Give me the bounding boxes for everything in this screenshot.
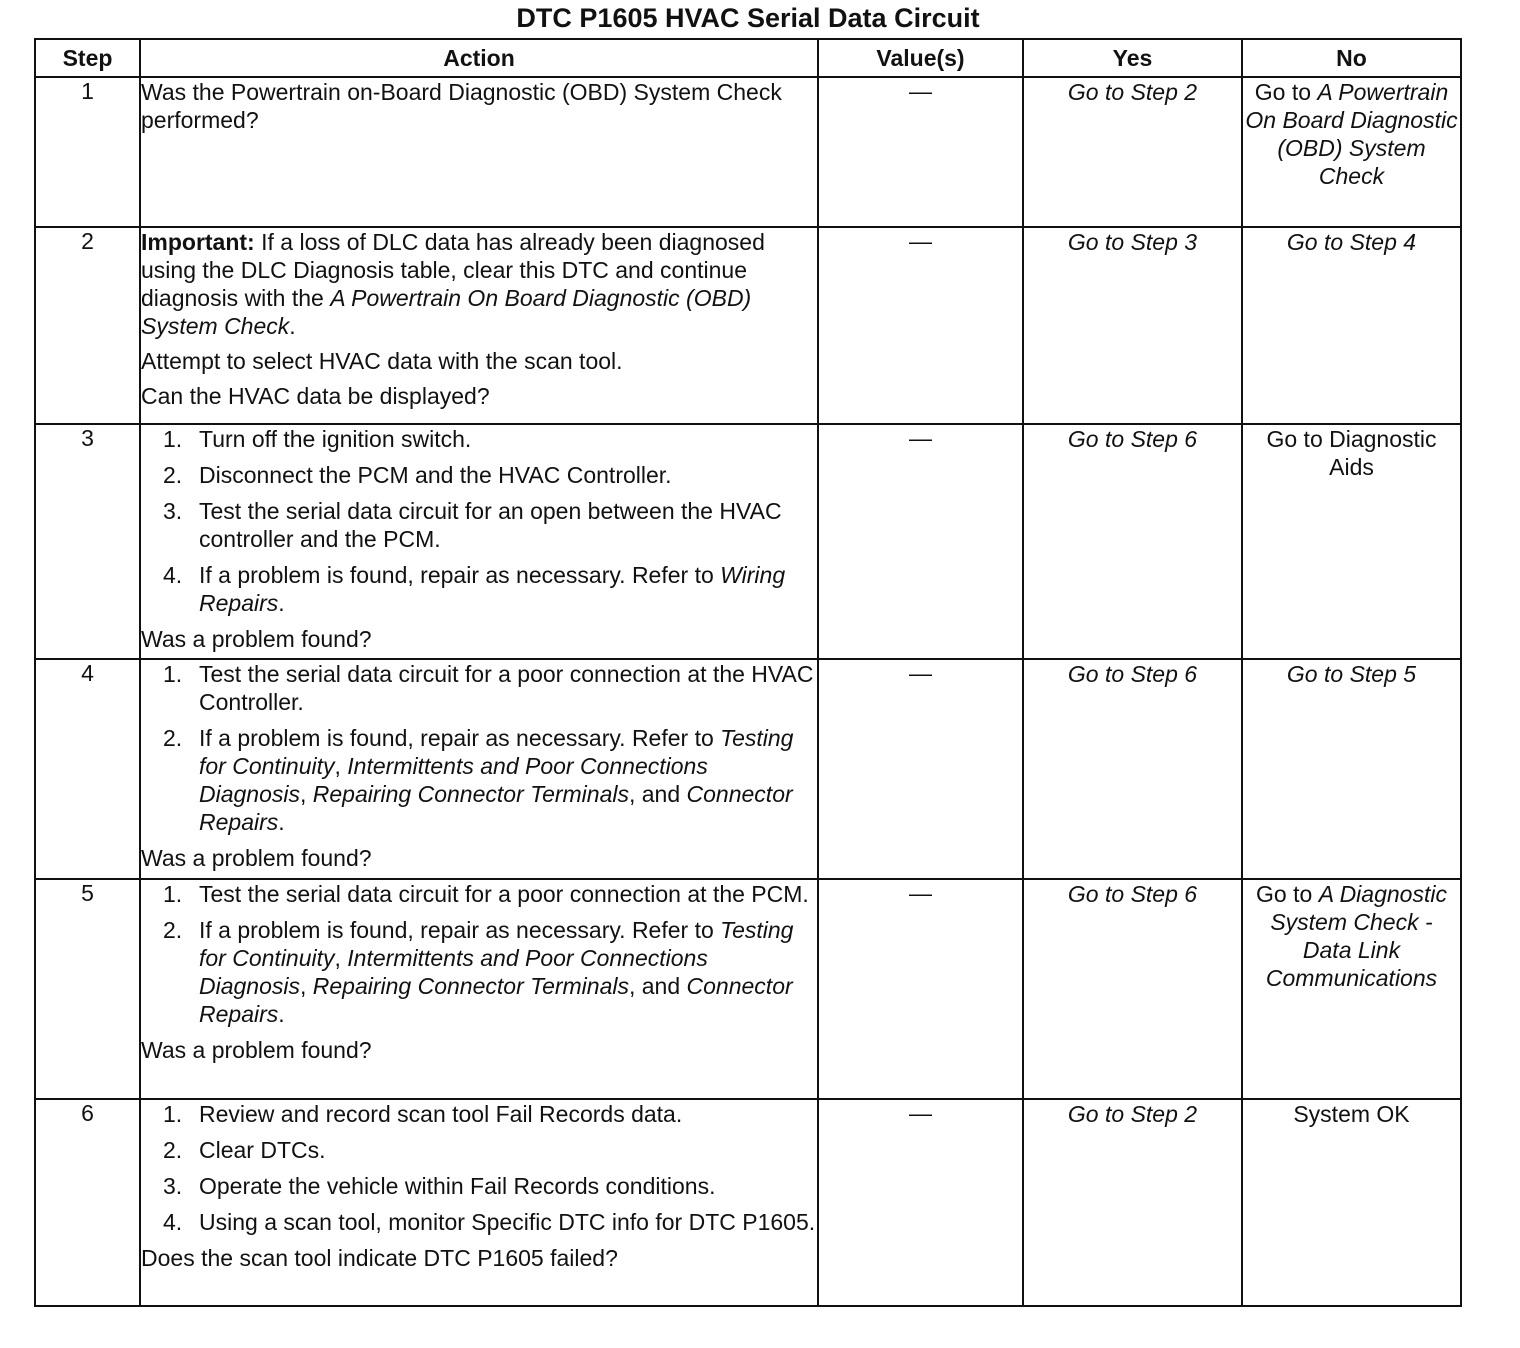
step-number: 1 xyxy=(35,77,140,227)
table-row xyxy=(35,424,1461,659)
list-item: 2. Disconnect the PCM and the HVAC Controller. xyxy=(163,462,672,488)
page-title: DTC P1605 HVAC Serial Data Circuit xyxy=(516,3,980,33)
table-row xyxy=(35,659,1461,879)
action-cell xyxy=(140,424,818,659)
action-steps xyxy=(141,660,817,836)
step-number: 6 xyxy=(35,1099,140,1306)
header-no: No xyxy=(1242,39,1461,77)
yes-cell: Go to Step 6 xyxy=(1023,659,1242,879)
no-reference: A Diagnostic System Check - Data Link Communications xyxy=(1265,881,1447,991)
list-item: 1. Test the serial data circuit for a poor connection at the PCM. xyxy=(163,881,809,907)
header-row xyxy=(35,39,1461,77)
value-cell: — xyxy=(818,879,1023,1099)
list-item: 1. Turn off the ignition switch. xyxy=(163,426,472,452)
header-values: Value(s) xyxy=(818,39,1023,77)
action-instruction: Attempt to select HVAC data with the scan tool. xyxy=(141,348,623,374)
list-item: 2. If a problem is found, repair as necessary. Refer to Testing for Continuity, Intermittents and Poor Connections Diagnosis, Repairing Connector Terminals, and Connector Repairs. xyxy=(163,917,794,1027)
header-step: Step xyxy=(35,39,140,77)
no-cell: Go to Step 4 xyxy=(1242,227,1461,424)
diagnostic-table xyxy=(34,38,1462,1307)
action-cell xyxy=(140,1099,818,1306)
action-steps xyxy=(141,425,817,617)
yes-cell: Go to Step 6 xyxy=(1023,879,1242,1099)
list-item: 4. If a problem is found, repair as necessary. Refer to Wiring Repairs. xyxy=(163,562,786,616)
no-cell: Go to Step 5 xyxy=(1242,659,1461,879)
table-row xyxy=(35,227,1461,424)
yes-cell: Go to Step 3 xyxy=(1023,227,1242,424)
action-question: Was the Powertrain on-Board Diagnostic (OBD) System Check performed? xyxy=(141,79,782,133)
table-row xyxy=(35,77,1461,227)
action-steps xyxy=(141,1100,817,1236)
action-steps xyxy=(141,880,817,1028)
action-cell xyxy=(140,879,818,1099)
important-end: . xyxy=(289,313,296,339)
table-row xyxy=(35,879,1461,1099)
value-cell: — xyxy=(818,424,1023,659)
list-item: 1. Review and record scan tool Fail Records data. xyxy=(163,1101,683,1127)
step-number: 3 xyxy=(35,424,140,659)
important-text: If a loss of DLC data has already been diagnosed using the DLC Diagnosis table, clear this DTC and continue diagnosis with the xyxy=(141,229,765,311)
no-cell xyxy=(1242,77,1461,227)
no-cell: System OK xyxy=(1242,1099,1461,1306)
action-question: Was a problem found? xyxy=(141,1037,372,1063)
action-question: Does the scan tool indicate DTC P1605 failed? xyxy=(141,1245,618,1271)
action-cell xyxy=(140,659,818,879)
action-cell xyxy=(140,227,818,424)
no-prefix: Go to xyxy=(1254,79,1318,105)
important-reference: A Powertrain On Board Diagnostic (OBD) System Check xyxy=(141,285,752,339)
step-number: 5 xyxy=(35,879,140,1099)
action-question: Was a problem found? xyxy=(141,626,372,652)
action-cell xyxy=(140,77,818,227)
list-item: 2. If a problem is found, repair as necessary. Refer to Testing for Continuity, Intermittents and Poor Connections Diagnosis, Repairing Connector Terminals, and Connector Repairs. xyxy=(163,725,794,835)
list-item: 3. Operate the vehicle within Fail Records conditions. xyxy=(163,1173,716,1199)
no-cell xyxy=(1242,879,1461,1099)
step-number: 4 xyxy=(35,659,140,879)
header-action: Action xyxy=(140,39,818,77)
value-cell: — xyxy=(818,1099,1023,1306)
important-note xyxy=(141,228,817,340)
no-prefix: Go to xyxy=(1256,881,1319,907)
action-question: Can the HVAC data be displayed? xyxy=(141,383,490,409)
no-reference: A Powertrain On Board Diagnostic (OBD) System Check xyxy=(1245,79,1458,189)
yes-cell: Go to Step 6 xyxy=(1023,424,1242,659)
value-cell: — xyxy=(818,77,1023,227)
list-item: 3. Test the serial data circuit for an open between the HVAC controller and the PCM. xyxy=(163,498,782,552)
list-item: 2. Clear DTCs. xyxy=(163,1137,326,1163)
no-cell: Go to Diagnostic Aids xyxy=(1242,424,1461,659)
value-cell: — xyxy=(818,227,1023,424)
table-row xyxy=(35,1099,1461,1306)
value-cell: — xyxy=(818,659,1023,879)
list-item: 1. Test the serial data circuit for a poor connection at the HVAC Controller. xyxy=(163,661,814,715)
important-label: Important: xyxy=(141,229,255,255)
list-item: 4. Using a scan tool, monitor Specific DTC info for DTC P1605. xyxy=(163,1209,816,1235)
header-yes: Yes xyxy=(1023,39,1242,77)
action-question: Was a problem found? xyxy=(141,845,372,871)
step-number: 2 xyxy=(35,227,140,424)
yes-cell: Go to Step 2 xyxy=(1023,77,1242,227)
yes-cell: Go to Step 2 xyxy=(1023,1099,1242,1306)
